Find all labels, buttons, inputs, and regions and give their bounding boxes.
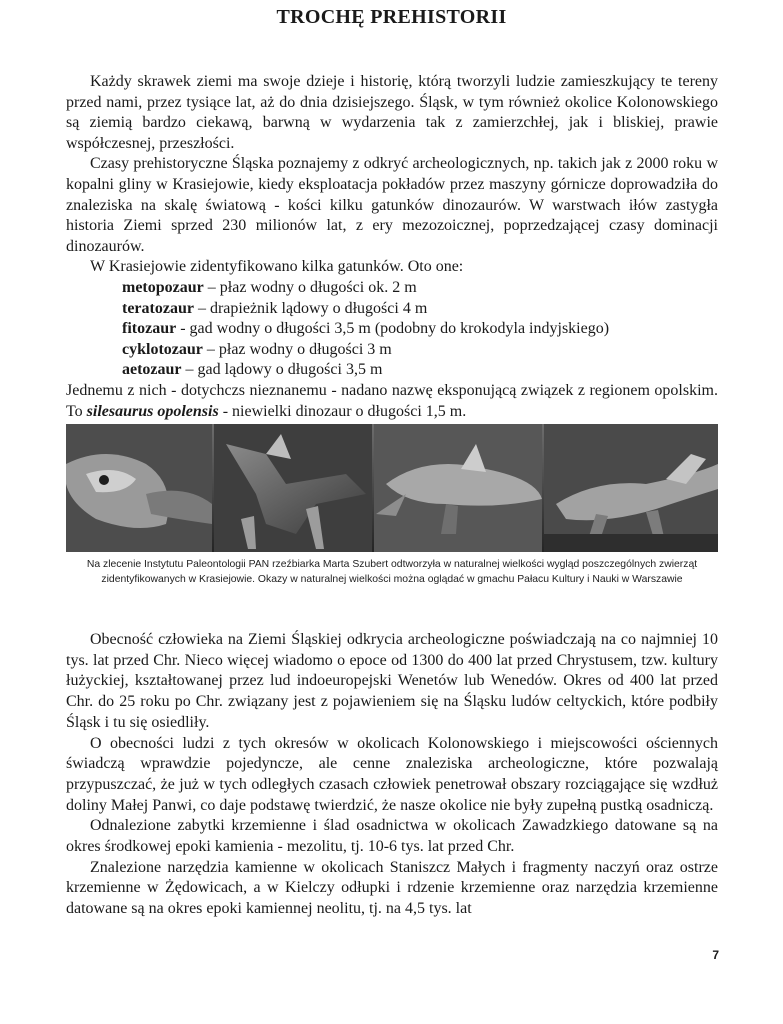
- species-name: metopozaur: [122, 278, 204, 296]
- page-number: 7: [712, 948, 719, 962]
- species-item: [122, 340, 718, 361]
- species-name: cyklotozaur: [122, 340, 203, 358]
- text-run: - niewielki dinozaur o długości 1,5 m.: [218, 402, 467, 420]
- paragraph: Czasy prehistoryczne Śląska poznajemy z odkryć archeologicznych, np. takich jak z 2000 roku w kopalni gliny w Krasiejowie, kiedy eksploatacja pokładów przez maszyny górnicze doprowadziła do znaleziska na skalę światową - kości kilku gatunków dinozaurów. W warstwach iłów zastygła historia Ziemi sprzed 230 milionów lat, z ery mezozoicznej, poprzedzającej czasy dominacji dinozaurów.: [66, 155, 718, 255]
- paragraph: Znalezione narzędzia kamienne w okolicach Staniszcz Małych i fragmenty naczyń oraz ostrze krzemienne w Żędowicach, a w Kielczy odłupki i rdzenie krzemienne oraz narzędzia krzemienne datowane są na okres epoki kamiennej neolitu, tj. na 4,5 tys. lat: [66, 858, 718, 918]
- intro-section: [66, 72, 718, 422]
- main-text-section: [66, 630, 718, 920]
- species-name: aetozaur: [122, 361, 182, 379]
- paragraph: W Krasiejowie zidentyfikowano kilka gatunków. Oto one:: [90, 258, 464, 276]
- page-title: TROCHĘ PREHISTORII: [276, 6, 507, 28]
- species-item: [122, 278, 718, 299]
- text-run: Jednemu z nich - dotychczs nieznanemu - nadano nazwę eksponującą związek z regionem opolskim. To: [66, 381, 718, 420]
- species-item: [122, 319, 718, 340]
- species-item: [122, 299, 718, 320]
- paragraph: [66, 381, 718, 422]
- paragraph: Obecność człowieka na Ziemi Śląskiej odkrycia archeologiczne poświadczają na co najmniej 10 tys. lat przed Chr. Nieco więcej wiadomo o epoce od 1300 do 400 lat przed Chrystusem, tzw. kultury łużyckiej, kształtowanej przez lud indoeuropejski Wenetów lub Wenedów. Okres od 400 lat przed Chr. do 25 roku po Chr. związany jest z pojawieniem się na Śląsku ludów celtyckich, które podbiły Śląsk i tu się osiedliły.: [66, 631, 718, 731]
- paragraph: Każdy skrawek ziemi ma swoje dzieje i historię, którą tworzyli ludzie zamieszkujący te tereny przed nami, przez tysiące lat, aż do dnia dzisiejszego. Śląsk, w tym również okolice Kolonowskiego są ziemią bardzo ciekawą, barwną w wydarzenia tak z zamierzchłej, jak i bliskiej, prawie współczesnej, przeszłości.: [66, 73, 718, 152]
- photo-caption: Na zlecenie Instytutu Paleontologii PAN rzeźbiarka Marta Szubert odtworzyła w naturalnej wielkości wygląd poszczególnych zwierząt zidentyfikowanych w Krasiejowie. Okazy w naturalnej wielkości można oglądać w gmachu Pałacu Kultury i Nauki w Warszawie: [86, 559, 698, 585]
- species-desc: – płaz wodny o długości ok. 2 m: [203, 278, 417, 296]
- species-latin-name: silesaurus opolensis: [86, 402, 219, 420]
- paragraph: O obecności ludzi z tych okresów w okolicach Kolonowskiego i miejscowości ościennych świadczą wprawdzie pojedyncze, ale cenne znaleziska archeologiczne, które pozwalają przypuszczać, że już w tych odległych czasach człowiek penetrował obszary rozciągające się wzdłuż doliny Małej Panwi, co daje podstawę twierdzić, że nasze okolice nie były zupełną pustką osadniczą.: [66, 734, 718, 814]
- species-desc: - gad wodny o długości 3,5 m (podobny do krokodyla indyjskiego): [176, 320, 610, 338]
- species-list: [66, 278, 718, 381]
- species-name: teratozaur: [122, 299, 194, 317]
- species-desc: – gad lądowy o długości 3,5 m: [181, 361, 383, 379]
- species-desc: – płaz wodny o długości 3 m: [202, 340, 392, 358]
- species-name: fitozaur: [122, 320, 177, 338]
- species-desc: – drapieżnik lądowy o długości 4 m: [193, 299, 428, 317]
- paragraph: Odnalezione zabytki krzemienne i ślad osadnictwa w okolicach Zawadzkiego datowane są na okres środkowej epoki kamienia - mezolitu, tj. 10-6 tys. lat przed Chr.: [66, 817, 718, 856]
- photo-strip-illustration: [66, 424, 718, 552]
- dinosaur-sculptures-photo: [66, 424, 718, 552]
- species-item: [122, 360, 718, 381]
